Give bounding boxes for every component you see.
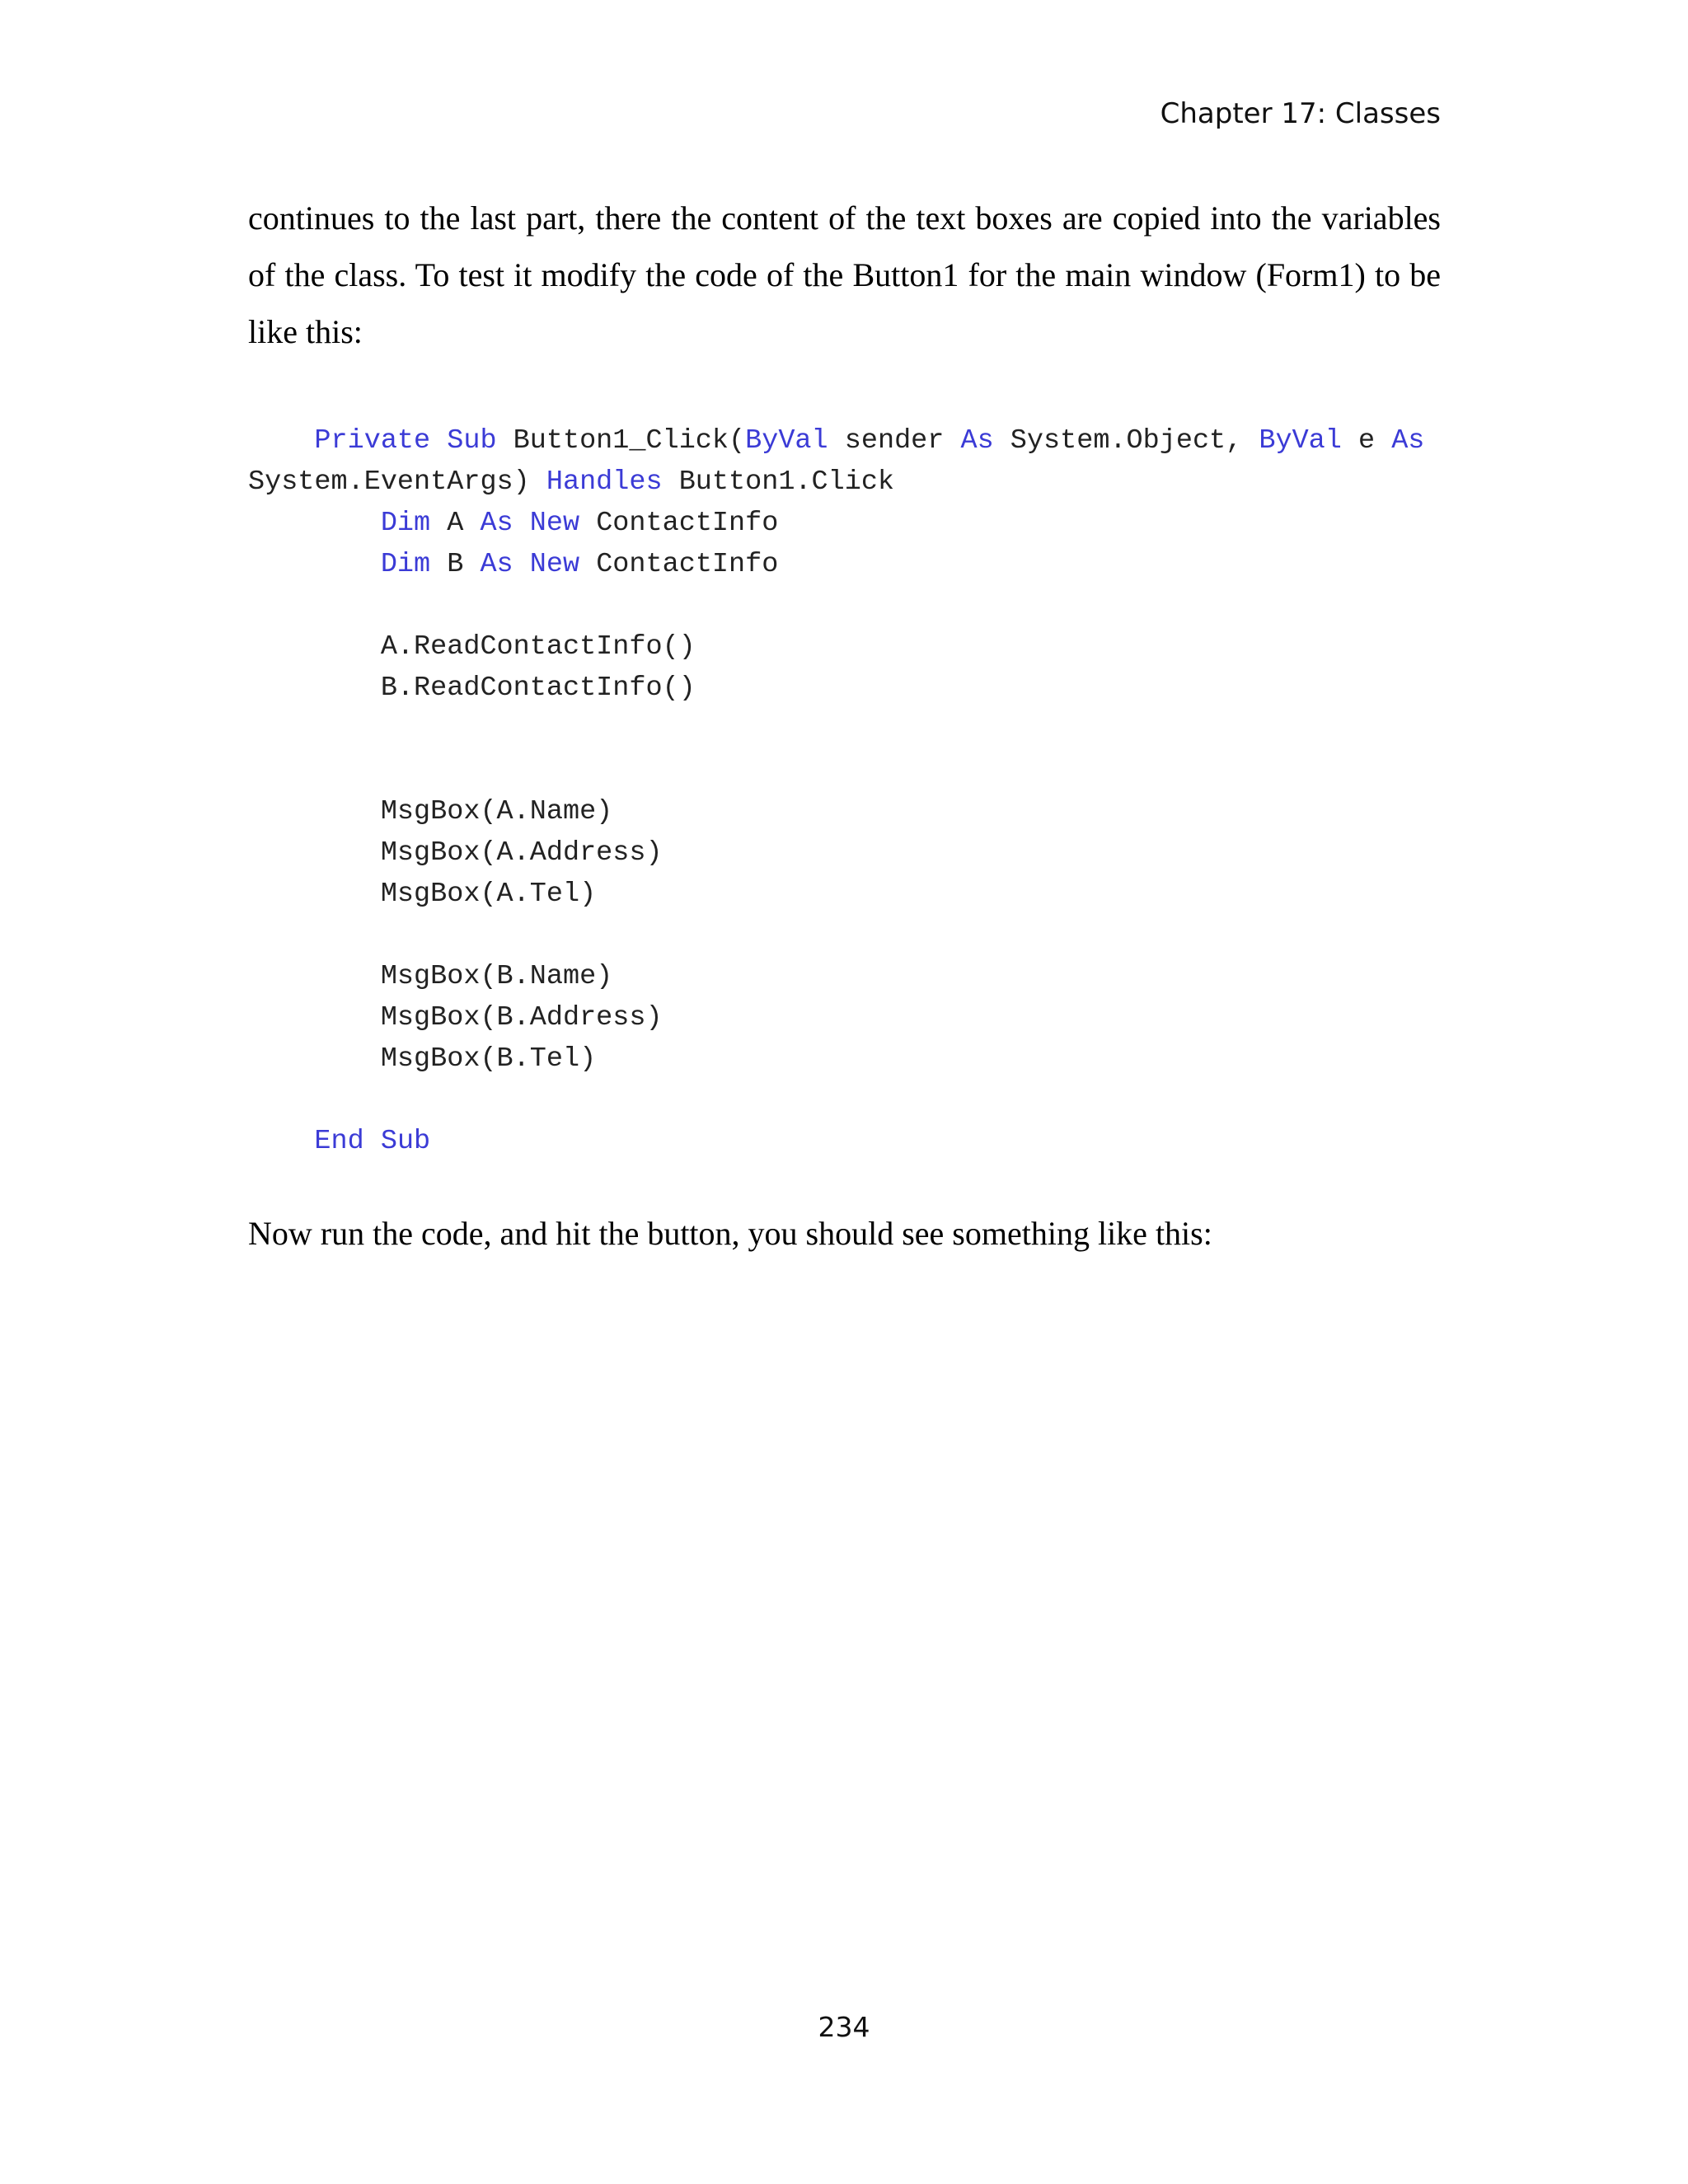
code-keyword: Dim bbox=[380, 549, 431, 580]
code-line bbox=[248, 503, 778, 544]
code-text: B bbox=[430, 549, 481, 580]
code-keyword: As bbox=[480, 508, 513, 539]
code-line bbox=[248, 462, 894, 503]
code-text: e bbox=[1341, 425, 1392, 457]
code-line bbox=[248, 997, 663, 1038]
code-text bbox=[248, 508, 381, 539]
intro-paragraph-line: like this: bbox=[248, 313, 363, 350]
code-line bbox=[248, 956, 612, 997]
code-line bbox=[248, 791, 612, 832]
running-header-chapter-title: Chapter 17: Classes bbox=[1160, 97, 1441, 130]
code-keyword: As bbox=[480, 549, 513, 580]
code-text bbox=[248, 549, 381, 580]
outro-paragraph-line: Now run the code, and hit the button, you should see something like this: bbox=[248, 1215, 1212, 1252]
code-text: A.ReadContactInfo() bbox=[248, 631, 696, 663]
code-keyword: ByVal bbox=[745, 425, 828, 457]
code-text: B.ReadContactInfo() bbox=[248, 673, 696, 704]
code-text: MsgBox(A.Tel) bbox=[248, 879, 597, 910]
code-keyword: Handles bbox=[546, 466, 663, 498]
code-keyword: ByVal bbox=[1259, 425, 1342, 457]
code-text: System.Object, bbox=[993, 425, 1259, 457]
code-listing bbox=[248, 420, 1451, 1179]
code-line bbox=[248, 1038, 596, 1080]
code-keyword: Sub bbox=[447, 425, 497, 457]
code-text: MsgBox(B.Address) bbox=[248, 1002, 663, 1033]
code-line bbox=[248, 544, 778, 585]
code-text: Button1_Click( bbox=[496, 425, 746, 457]
page-number: 234 bbox=[818, 2011, 870, 2043]
code-text: A bbox=[430, 508, 481, 539]
code-text: sender bbox=[828, 425, 961, 457]
code-line bbox=[248, 874, 596, 915]
code-text: MsgBox(B.Name) bbox=[248, 961, 613, 992]
code-text bbox=[364, 1126, 381, 1157]
code-text: MsgBox(A.Name) bbox=[248, 796, 613, 827]
code-keyword: Private bbox=[248, 425, 431, 457]
code-line bbox=[248, 626, 696, 668]
code-keyword: End bbox=[248, 1126, 364, 1157]
code-line bbox=[248, 420, 1424, 462]
code-keyword: As bbox=[1391, 425, 1425, 457]
code-keyword: New bbox=[529, 508, 580, 539]
intro-paragraph bbox=[248, 190, 1441, 360]
code-text bbox=[513, 508, 530, 539]
code-keyword: As bbox=[960, 425, 994, 457]
code-line bbox=[248, 668, 696, 709]
code-line bbox=[248, 1121, 430, 1162]
code-line bbox=[248, 832, 663, 874]
code-text: MsgBox(B.Tel) bbox=[248, 1043, 597, 1075]
code-text: Button1.Click bbox=[662, 466, 895, 498]
intro-paragraph-line: continues to the last part, there the content of the text boxes are copied into the variables bbox=[248, 199, 1441, 237]
code-text bbox=[513, 549, 530, 580]
outro-paragraph bbox=[248, 1205, 1441, 1262]
code-keyword: Dim bbox=[380, 508, 431, 539]
code-text: ContactInfo bbox=[579, 508, 779, 539]
code-text: MsgBox(A.Address) bbox=[248, 837, 663, 869]
code-text bbox=[430, 425, 447, 457]
code-text: System.EventArgs) bbox=[248, 466, 546, 498]
code-keyword: Sub bbox=[380, 1126, 431, 1157]
code-keyword: New bbox=[529, 549, 580, 580]
intro-paragraph-line: of the class. To test it modify the code of the Button1 for the main window (Form1) to be bbox=[248, 256, 1441, 293]
code-text: ContactInfo bbox=[579, 549, 779, 580]
